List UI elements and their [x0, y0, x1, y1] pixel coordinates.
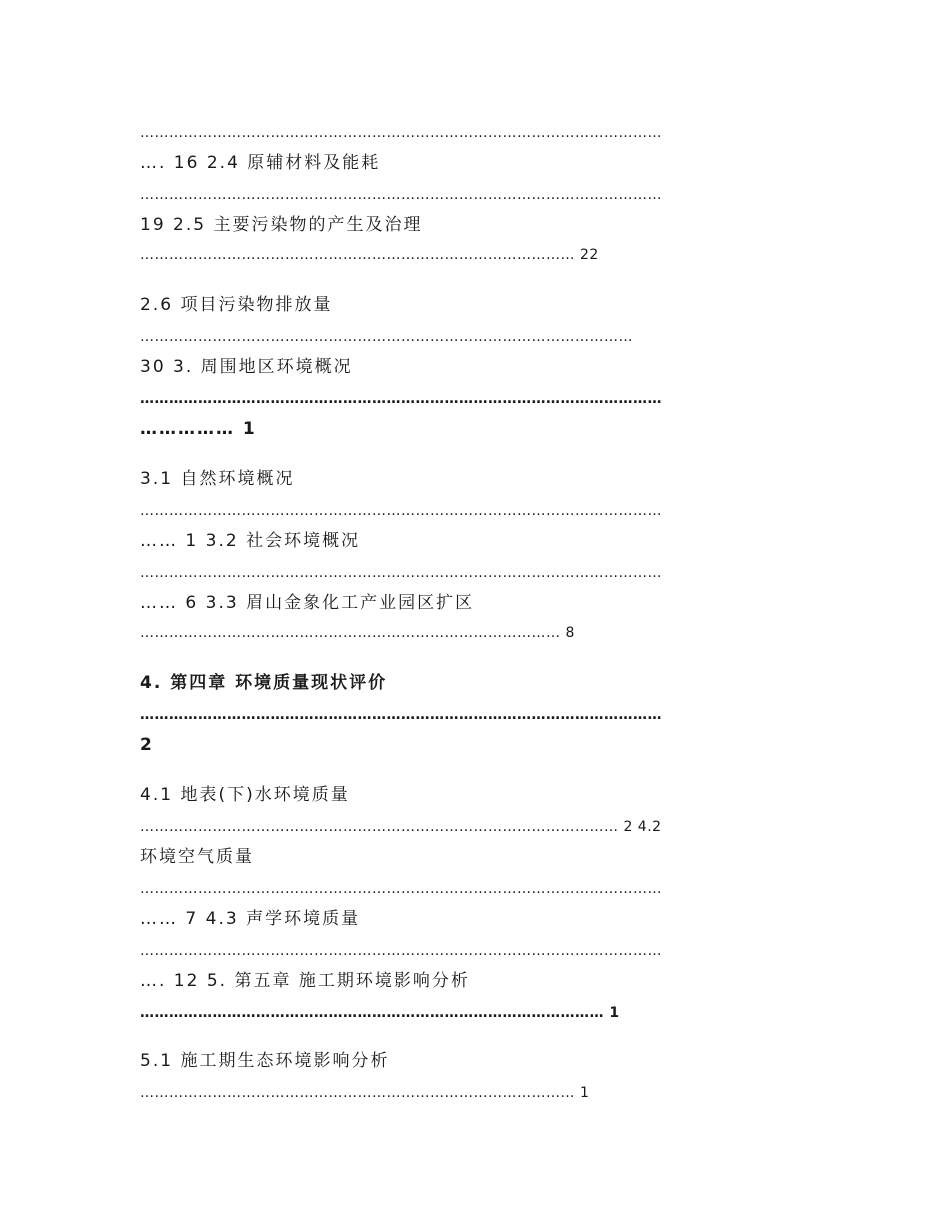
- toc-page-number: 2: [140, 735, 154, 755]
- toc-entry: …… 1 3.2 社会环境概况: [140, 531, 361, 551]
- toc-entry: 3.1 自然环境概况: [140, 469, 295, 489]
- toc-page-number: …………… 1: [140, 419, 257, 439]
- toc-entry: 30 3. 周围地区环境概况: [140, 357, 353, 377]
- toc-leader: ……………………………………………………………………………… 22: [140, 247, 599, 263]
- toc-leader: ……………………………………………………………………………………… 2 4.2: [140, 819, 662, 835]
- toc-entry: 4.1 地表(下)水环境质量: [140, 785, 350, 805]
- toc-leader: ……………………………………………………………………………… 1: [140, 1085, 590, 1101]
- toc-leader: ………………………………………………………………………………………………: [140, 881, 662, 897]
- toc-entry: …. 16 2.4 原辅材料及能耗: [140, 153, 381, 173]
- toc-leader: …………………………………………………………………………… 8: [140, 625, 575, 641]
- toc-entry: …… 6 3.3 眉山金象化工产业园区扩区: [140, 593, 475, 613]
- toc-leader: ………………………………………………………………………………………………: [140, 391, 662, 407]
- toc-leader: ………………………………………………………………………………………………: [140, 503, 662, 519]
- toc-leader: ………………………………………………………………………………………………: [140, 565, 662, 581]
- toc-leader: ………………………………………………………………………………………………: [140, 707, 662, 723]
- toc-leader: …………………………………………………………………………………… 1: [140, 1005, 620, 1021]
- toc-leader: ………………………………………………………………………………………………: [140, 125, 662, 141]
- toc-entry: 2.6 项目污染物排放量: [140, 295, 333, 315]
- toc-leader: ………………………………………………………………………………………………: [140, 187, 662, 203]
- toc-chapter: 4. 第四章 环境质量现状评价: [140, 673, 388, 693]
- toc-entry: …. 12 5. 第五章 施工期环境影响分析: [140, 971, 470, 991]
- toc-entry: 19 2.5 主要污染物的产生及治理: [140, 215, 423, 235]
- toc-leader: …………………………………………………………………………………………: [140, 329, 633, 345]
- toc-entry: 环境空气质量: [140, 847, 254, 867]
- toc-leader: ………………………………………………………………………………………………: [140, 943, 662, 959]
- toc-entry: …… 7 4.3 声学环境质量: [140, 909, 361, 929]
- toc-entry: 5.1 施工期生态环境影响分析: [140, 1051, 390, 1071]
